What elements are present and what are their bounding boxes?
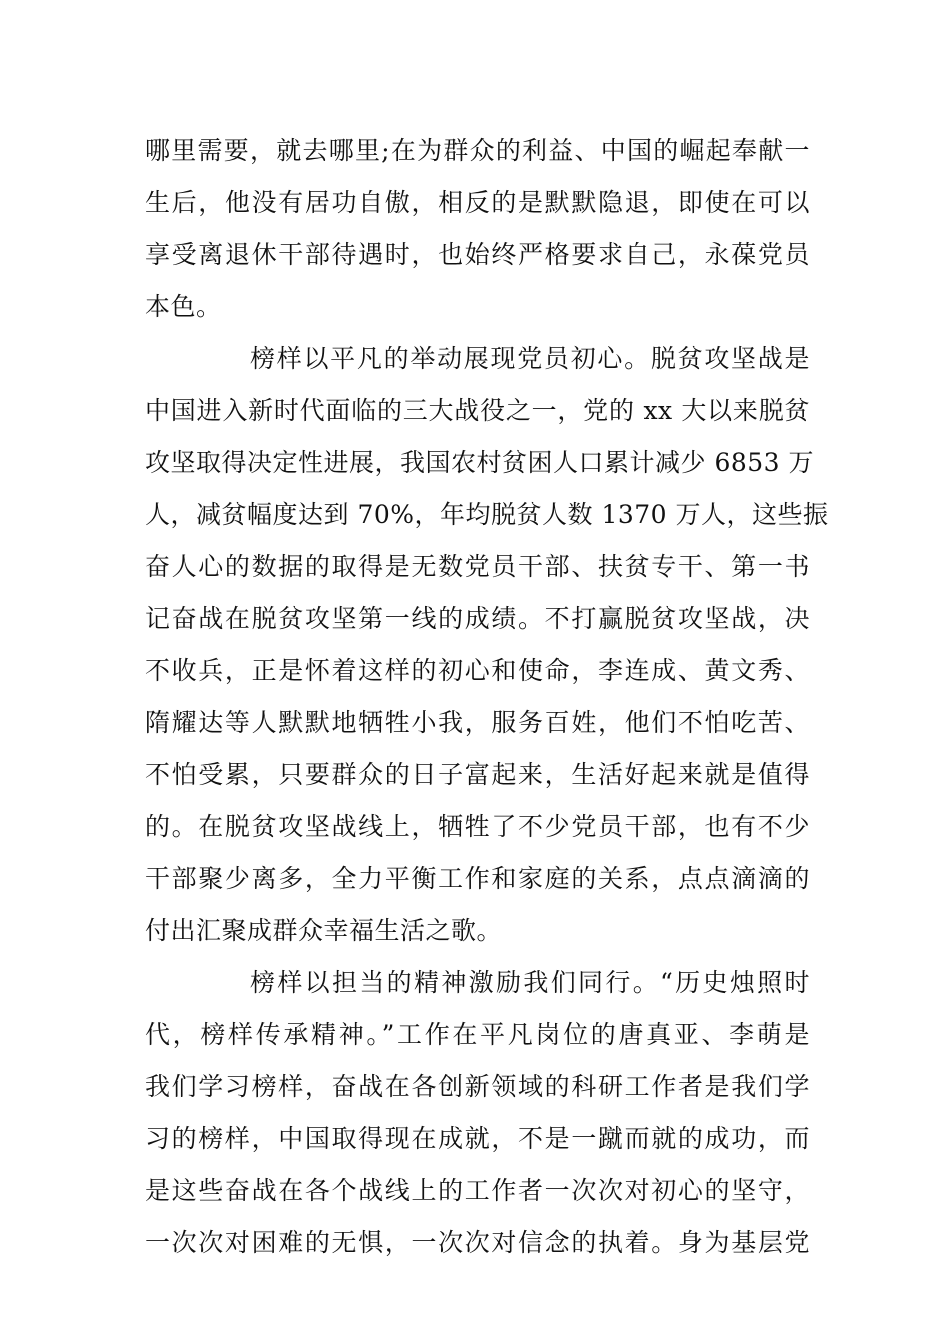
text-line: 不怕受累，只要群众的日子富起来，生活好起来就是值得 (145, 760, 810, 789)
text-line: 生后，他没有居功自傲，相反的是默默隐退，即使在可以 (145, 188, 810, 217)
document-body (145, 125, 829, 1269)
paragraph-first-line: 榜样以平凡的举动展现党员初心。脱贫攻坚战是 (250, 344, 810, 373)
text-line: 是这些奋战在各个战线上的工作者一次次对初心的坚守， (145, 1176, 810, 1205)
text-line: 奋人心的数据的取得是无数党员干部、扶贫专干、第一书 (145, 552, 810, 581)
text-line: 本色。 (145, 292, 222, 321)
text-line: 我们学习榜样，奋战在各创新领域的科研工作者是我们学 (145, 1072, 810, 1101)
text-line: 一次次对困难的无惧，一次次对信念的执着。身为基层党 (145, 1228, 810, 1257)
text-line: 记奋战在脱贫攻坚第一线的成绩。不打赢脱贫攻坚战，决 (145, 604, 810, 633)
text-line: 代，榜样传承精神。”工作在平凡岗位的唐真亚、李萌是 (145, 1020, 810, 1049)
text-line: 享受离退休干部待遇时，也始终严格要求自己，永葆党员 (145, 240, 810, 269)
text-line: 哪里需要，就去哪里;在为群众的利益、中国的崛起奉献一 (145, 136, 810, 165)
text-line: 的。在脱贫攻坚战线上，牺牲了不少党员干部，也有不少 (145, 812, 810, 841)
paragraph-first-line: 榜样以担当的精神激励我们同行。“历史烛照时 (250, 968, 810, 997)
text-line: 不收兵，正是怀着这样的初心和使命，李连成、黄文秀、 (145, 656, 810, 685)
text-line: 付出汇聚成群众幸福生活之歌。 (145, 916, 503, 945)
text-line: 攻坚取得决定性进展，我国农村贫困人口累计减少 6853 万 (145, 448, 815, 477)
text-line: 干部聚少离多，全力平衡工作和家庭的关系，点点滴滴的 (145, 864, 810, 893)
text-line: 隋耀达等人默默地牺牲小我，服务百姓，他们不怕吃苦、 (145, 708, 810, 737)
text-line: 人，减贫幅度达到 70%，年均脱贫人数 1370 万人，这些振 (145, 500, 829, 529)
text-line: 习的榜样，中国取得现在成就，不是一蹴而就的成功，而 (145, 1124, 810, 1153)
text-line: 中国进入新时代面临的三大战役之一，党的 xx 大以来脱贫 (145, 396, 810, 425)
